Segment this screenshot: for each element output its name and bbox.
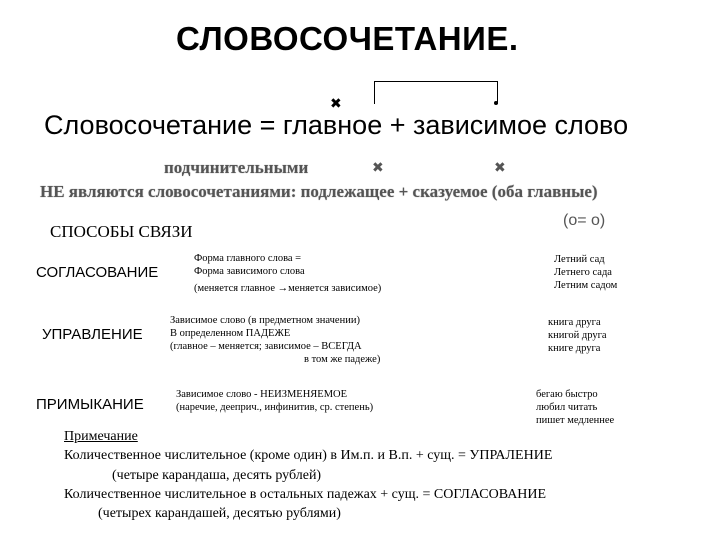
not-phrases-line: НЕ являются словосочетаниями: подлежащее + сказуемое (оба главные) <box>40 182 598 201</box>
arrow-tip-icon <box>494 101 498 105</box>
cross-icon: ✖ <box>494 159 506 175</box>
note-line: Количественное числительное (кроме один) в Им.п. и В.п. + сущ. = УПРАЛЕНИЕ <box>64 448 553 463</box>
formula: Словосочетание = главное + зависимое слово <box>44 110 629 140</box>
note-line: (четыре карандаша, десять рублей) <box>112 468 322 483</box>
method-description: Форма главного слова = Форма зависимого слова (меняется главное →меняется зависимое) <box>194 253 382 294</box>
cross-icon: ✖ <box>330 95 342 111</box>
method-name: УПРАВЛЕНИЕ <box>42 326 143 343</box>
page-title: СЛОВОСОЧЕТАНИЕ. <box>176 20 519 57</box>
methods-heading: СПОСОБЫ СВЯЗИ <box>50 222 193 241</box>
method-description: Зависимое слово (в предметном значении) В определенном ПАДЕЖЕ (главное – меняется; зависимое – ВСЕГДА в том же падеже) <box>170 315 381 365</box>
note-line: (четырех карандашей, десятью рублями) <box>98 506 341 521</box>
method-examples: бегаю быстро любил читать пишет медленнее <box>536 389 615 426</box>
method-description: Зависимое слово - НЕИЗМЕНЯЕМОЕ (наречие, дееприч., инфинитив, ср. степень) <box>176 389 374 413</box>
note-line: Количественное числительное в остальных падежах + сущ. = СОГЛАСОВАНИЕ <box>64 487 547 502</box>
connection-bracket <box>374 81 498 104</box>
method-name: ПРИМЫКАНИЕ <box>36 396 144 413</box>
method-examples: книга друга книгой друга книге друга <box>548 317 607 354</box>
method-name: СОГЛАСОВАНИЕ <box>36 264 159 281</box>
circle-note: (о= о) <box>563 212 606 229</box>
cross-icon: ✖ <box>372 159 384 175</box>
method-examples: Летний сад Летнего сада Летним садом <box>554 254 618 291</box>
subordinate-label: подчинительными <box>164 158 309 177</box>
note-heading: Примечание <box>64 429 138 444</box>
